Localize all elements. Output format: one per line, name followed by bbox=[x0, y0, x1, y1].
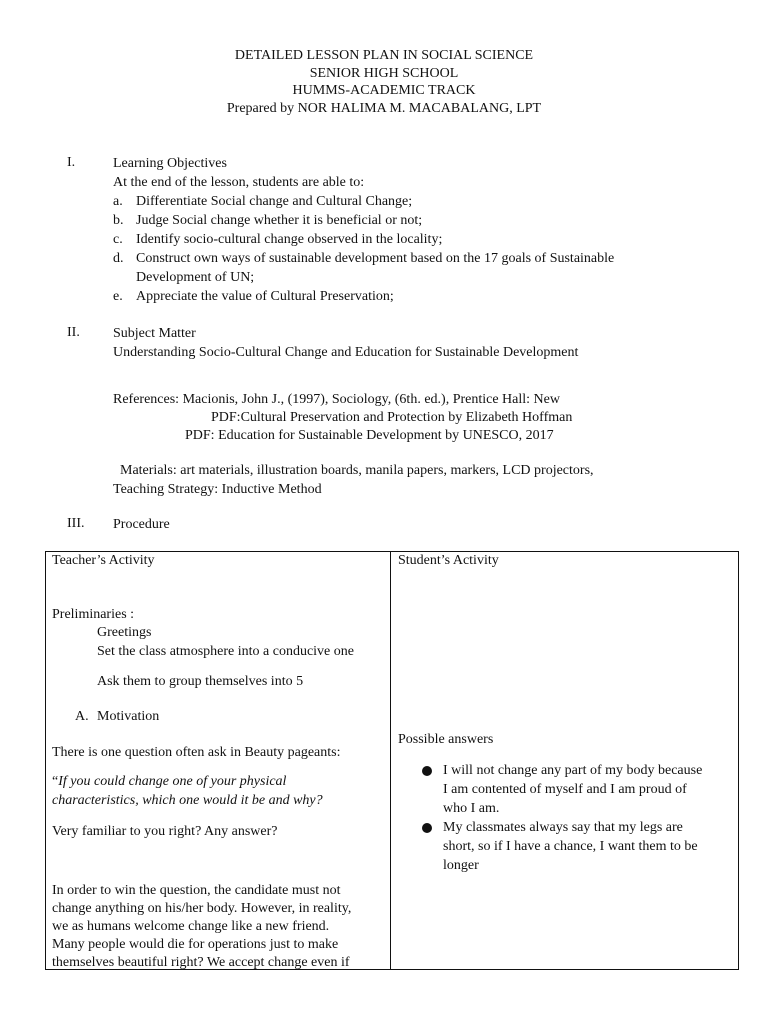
objective-letter: e. bbox=[113, 289, 123, 304]
objective-text: Appreciate the value of Cultural Preservation; bbox=[136, 289, 394, 304]
materials: Materials: art materials, illustration boards, manila papers, markers, LCD projectors, bbox=[120, 463, 594, 478]
answer-line: My classmates always say that my legs are bbox=[443, 820, 683, 835]
familiar-question: Very familiar to you right? Any answer? bbox=[52, 824, 278, 839]
quote-text-2: characteristics, which one would it be and why? bbox=[52, 793, 323, 808]
section-2-numeral: II. bbox=[67, 325, 80, 340]
objective-letter: a. bbox=[113, 194, 123, 209]
answer-line: short, so if I have a chance, I want them to be bbox=[443, 839, 698, 854]
subject-topic: Understanding Socio-Cultural Change and Education for Sustainable Development bbox=[113, 345, 579, 360]
answer-item bbox=[443, 818, 728, 875]
objective-item-continuation bbox=[113, 268, 614, 287]
section-3-title: Procedure bbox=[113, 517, 170, 532]
objective-text: Judge Social change whether it is beneficial or not; bbox=[136, 213, 423, 228]
closing-line: themselves beautiful right? We accept change even if bbox=[52, 955, 350, 970]
atmosphere-text: Set the class atmosphere into a conducive one bbox=[97, 644, 354, 659]
bullet-icon bbox=[422, 766, 432, 776]
objective-text: Differentiate Social change and Cultural Change; bbox=[136, 194, 413, 209]
objective-item bbox=[113, 230, 614, 249]
objective-item bbox=[113, 249, 614, 268]
closing-line: change anything on his/her body. However, in reality, bbox=[52, 901, 352, 916]
possible-answers-label: Possible answers bbox=[398, 732, 494, 747]
greetings-text: Greetings bbox=[97, 625, 152, 640]
reference-2: PDF:Cultural Preservation and Protection by Elizabeth Hoffman bbox=[211, 410, 573, 425]
objective-item bbox=[113, 192, 614, 211]
answer-line: who I am. bbox=[443, 801, 500, 816]
doc-track: HUMMS-ACADEMIC TRACK bbox=[292, 83, 476, 98]
objective-item bbox=[113, 211, 614, 230]
reference-3: PDF: Education for Sustainable Development by UNESCO, 2017 bbox=[185, 428, 554, 443]
objective-text-cont: Development of UN; bbox=[136, 270, 255, 285]
procedure-table bbox=[45, 551, 739, 970]
section-1-title: Learning Objectives bbox=[113, 156, 227, 171]
section-2-title: Subject Matter bbox=[113, 326, 196, 341]
student-activity-cell bbox=[391, 552, 739, 970]
objective-letter: b. bbox=[113, 213, 124, 228]
preliminaries-label: Preliminaries : bbox=[52, 607, 135, 622]
section-1-learning-objectives bbox=[113, 154, 614, 306]
teaching-strategy: Teaching Strategy: Inductive Method bbox=[113, 482, 322, 497]
doc-author: Prepared by NOR HALIMA M. MACABALANG, LPT bbox=[226, 100, 542, 116]
motivation-heading: Motivation bbox=[97, 709, 160, 724]
objective-text: Identify socio-cultural change observed in the locality; bbox=[136, 232, 443, 247]
closing-paragraph bbox=[52, 882, 351, 972]
answer-line: I will not change any part of my body because bbox=[443, 763, 703, 778]
closing-line: Many people would die for operations just to make bbox=[52, 937, 339, 952]
pageant-quote-line-1 bbox=[52, 774, 286, 790]
section-2-subject-matter bbox=[113, 324, 578, 362]
doc-level: SENIOR HIGH SCHOOL bbox=[309, 65, 459, 81]
closing-line: In order to win the question, the candidate must not bbox=[52, 883, 341, 898]
answer-line: longer bbox=[443, 858, 479, 873]
student-activity-header: Student’s Activity bbox=[398, 553, 499, 568]
objective-letter: c. bbox=[113, 232, 123, 247]
question-intro: There is one question often ask in Beauty pageants: bbox=[52, 745, 341, 760]
quote-text-1: If you could change one of your physical bbox=[58, 774, 287, 789]
objectives-intro: At the end of the lesson, students are able to: bbox=[113, 175, 365, 190]
objective-letter: d. bbox=[113, 251, 124, 266]
bullet-icon bbox=[422, 823, 432, 833]
group-instruction: Ask them to group themselves into 5 bbox=[97, 674, 304, 689]
reference-1: References: Macionis, John J., (1997), Sociology, (6th. ed.), Prentice Hall: New bbox=[113, 392, 560, 407]
document-header bbox=[0, 47, 768, 117]
pageant-quote-line-2 bbox=[52, 793, 323, 809]
answer-item bbox=[443, 761, 728, 818]
closing-line: we as humans welcome change like a new friend. bbox=[52, 919, 330, 934]
open-quote: “ bbox=[52, 774, 59, 789]
objective-text: Construct own ways of sustainable development based on the 17 goals of Sustainable bbox=[136, 251, 615, 266]
teacher-activity-cell bbox=[46, 552, 391, 970]
objective-item bbox=[113, 287, 614, 306]
teacher-activity-header: Teacher’s Activity bbox=[52, 553, 155, 568]
motivation-letter: A. bbox=[75, 709, 89, 724]
doc-title: DETAILED LESSON PLAN IN SOCIAL SCIENCE bbox=[234, 48, 534, 63]
section-3-numeral: III. bbox=[67, 516, 85, 531]
answer-line: I am contented of myself and I am proud of bbox=[443, 782, 687, 797]
section-1-numeral: I. bbox=[67, 155, 76, 170]
